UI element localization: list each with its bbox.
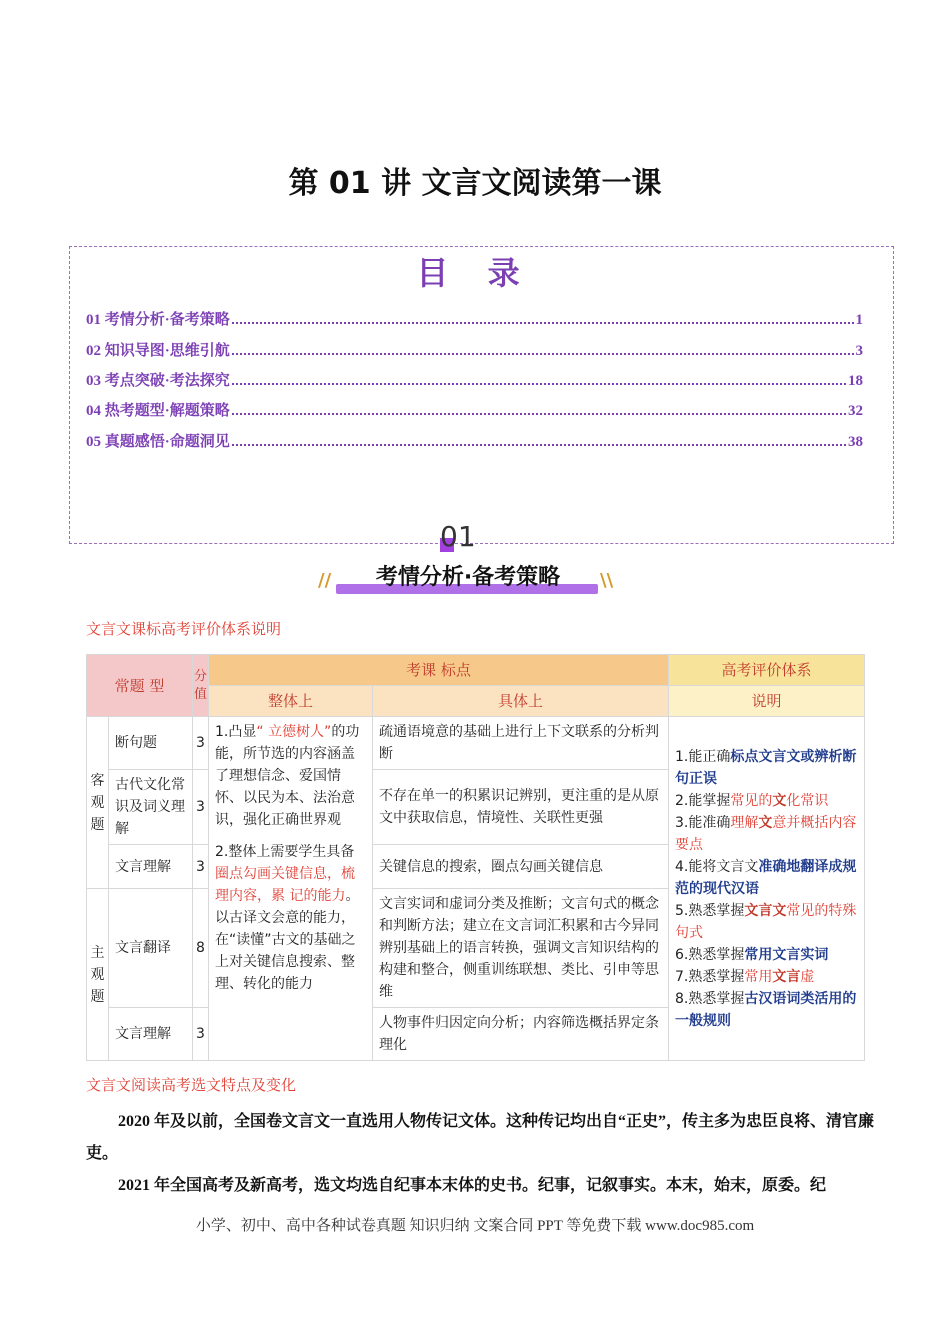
description-text: 化常识	[786, 792, 829, 809]
description-text: 2.能掌握	[675, 792, 731, 809]
specific-cell: 人物事件归因定向分析；内容筛选概括界定条理化	[373, 1008, 669, 1061]
description-item	[675, 966, 858, 988]
toc-item-page: 32	[848, 403, 863, 419]
description-text: 常用	[744, 968, 773, 985]
subheading-selection: 文言文阅读高考选文特点及变化	[86, 1076, 297, 1094]
header-eval-system: 高考评价体系	[669, 655, 865, 686]
toc-item[interactable]	[86, 308, 863, 330]
description-text: 文言文	[744, 902, 787, 919]
description-item	[675, 900, 858, 944]
description-text: 常用文言实词	[744, 946, 829, 963]
question-type-cell: 文言理解	[109, 845, 193, 889]
toc-item[interactable]	[86, 430, 863, 452]
score-cell: 3	[193, 770, 209, 845]
toc-leader	[232, 383, 846, 385]
overall-text: 。以古译文会意的能力，在“读懂”古文的基础之上对关键信息搜索、整理、转化的能力	[215, 888, 360, 992]
description-text: 8.熟悉掌握	[675, 990, 745, 1007]
description-text: 1.能正确	[675, 748, 731, 765]
paragraph: 2020 年及以前，全国卷文言文一直选用人物传记文体。这种传记均出自“正史”，传主多为忠臣良将、清官廉吏。	[86, 1113, 875, 1162]
toc-item[interactable]	[86, 339, 863, 361]
header-specific: 具体上	[373, 686, 669, 717]
toc-item-label: 05 真题感悟·命题洞见	[86, 434, 230, 450]
paragraph: 2021 年全国高考及新高考，选文均选自纪事本末体的史书。纪事，记叙事实。本末，始末，原委。纪	[118, 1177, 827, 1194]
description-text: 虚	[800, 968, 815, 985]
footer-text: 小学、初中、高中各种试卷真题 知识归纳 文案合同 PPT 等免费下载 www.doc985.com	[195, 1218, 755, 1234]
banner-slash-right: \\	[600, 570, 614, 591]
specific-cell: 疏通语境意的基础上进行上下文联系的分析判断	[373, 717, 669, 770]
description-text: 6.熟悉掌握	[675, 946, 745, 963]
toc-item-label: 04 热考题型·解题策略	[86, 403, 230, 419]
toc-item[interactable]	[86, 369, 863, 391]
overall-highlight: 圈点勾画关键信息，梳理内容，累 记的能力	[215, 866, 355, 904]
description-text: 文	[758, 814, 773, 831]
description-list	[675, 746, 858, 1032]
specific-cell: 关键信息的搜索，圈点勾画关键信息	[373, 845, 669, 889]
group-subjective: 主观题	[87, 889, 109, 1061]
section-number: 01	[440, 520, 476, 553]
page-title: 第 01 讲 文言文阅读第一课	[288, 166, 662, 201]
score-cell: 8	[193, 889, 209, 1008]
header-question-type: 常题 型	[87, 655, 193, 717]
section-banner-title: 考情分析·备考策略	[375, 565, 561, 590]
banner-slash-left: //	[318, 570, 332, 591]
toc-item-page: 1	[855, 312, 863, 328]
overall-point-1	[215, 721, 366, 831]
overall-highlight: “ 立德树人”	[256, 724, 332, 740]
description-text: 常见的	[730, 792, 773, 809]
question-type-cell: 断句题	[109, 717, 193, 770]
description-item	[675, 790, 858, 812]
table-heading: 文言文课标高考评价体系说明	[86, 620, 282, 638]
description-text: 常见的特殊句式	[675, 902, 857, 941]
description-text: 理解	[730, 814, 759, 831]
overall-text: 的功能，所节选的内容涵盖了理想信念、爱国情怀、以民为本、法治意识，强化正确世界观	[215, 724, 360, 828]
question-type-cell: 古代文化常识及词义理解	[109, 770, 193, 845]
description-text: 文言	[772, 968, 801, 985]
description-text: 意并概括内容要点	[675, 814, 857, 853]
header-description: 说明	[669, 686, 865, 717]
score-cell: 3	[193, 1008, 209, 1061]
toc-item-page: 3	[855, 343, 863, 359]
toc-leader	[232, 413, 846, 415]
score-cell: 3	[193, 717, 209, 770]
description-text: 准确地翻译成规范的现代汉语	[675, 858, 857, 897]
header-overall: 整体上	[209, 686, 373, 717]
toc-leader	[232, 444, 846, 446]
overall-text: 1.凸显	[215, 724, 257, 740]
header-score: 分值	[193, 655, 209, 717]
description-item	[675, 988, 858, 1032]
description-text: 3.能准确	[675, 814, 731, 831]
specific-cell: 不存在单一的积累识记辨别，更注重的是从原文中获取信息，情境性、关联性更强	[373, 770, 669, 845]
description-text: 文	[772, 792, 787, 809]
group-objective: 客观题	[87, 717, 109, 889]
description-item	[675, 944, 858, 966]
toc-leader	[232, 353, 854, 355]
description-text: 4.能将文言文	[675, 858, 759, 875]
description-item	[675, 856, 858, 900]
description-text: 标点文言文或辨析断句正误	[675, 748, 857, 787]
description-text: 7.熟悉掌握	[675, 968, 745, 985]
description-item	[675, 812, 858, 856]
description-item	[675, 746, 858, 790]
toc-item-label: 03 考点突破·考法探究	[86, 373, 230, 389]
description-text: 5.熟悉掌握	[675, 902, 745, 919]
description-text: 古汉语词类活用的一般规则	[675, 990, 857, 1029]
header-standard: 考课 标点	[209, 655, 669, 686]
question-type-cell: 文言翻译	[109, 889, 193, 1008]
specific-cell: 文言实词和虚词分类及推断；文言句式的概念和判断方法；建立在文言词汇积累和古今异同辨别基础上的语言转换，强调文言知识结构的构建和整合，侧重训练联想、类比、引申等思维	[373, 889, 669, 1008]
toc-leader	[232, 322, 854, 324]
description-cell	[669, 717, 865, 1061]
question-type-cell: 文言理解	[109, 1008, 193, 1061]
toc-heading: 目 录	[416, 254, 534, 292]
toc-item[interactable]	[86, 399, 863, 421]
toc-item-page: 18	[848, 373, 863, 389]
score-cell: 3	[193, 845, 209, 889]
toc-item-page: 38	[848, 434, 863, 450]
overall-text: 2.整体上需要学生具备	[215, 844, 355, 860]
overall-point-2	[215, 841, 366, 995]
evaluation-table	[86, 654, 865, 1061]
toc-item-label: 01 考情分析·备考策略	[86, 312, 230, 328]
toc-item-label: 02 知识导图·思维引航	[86, 343, 230, 359]
overall-cell	[209, 717, 373, 1061]
